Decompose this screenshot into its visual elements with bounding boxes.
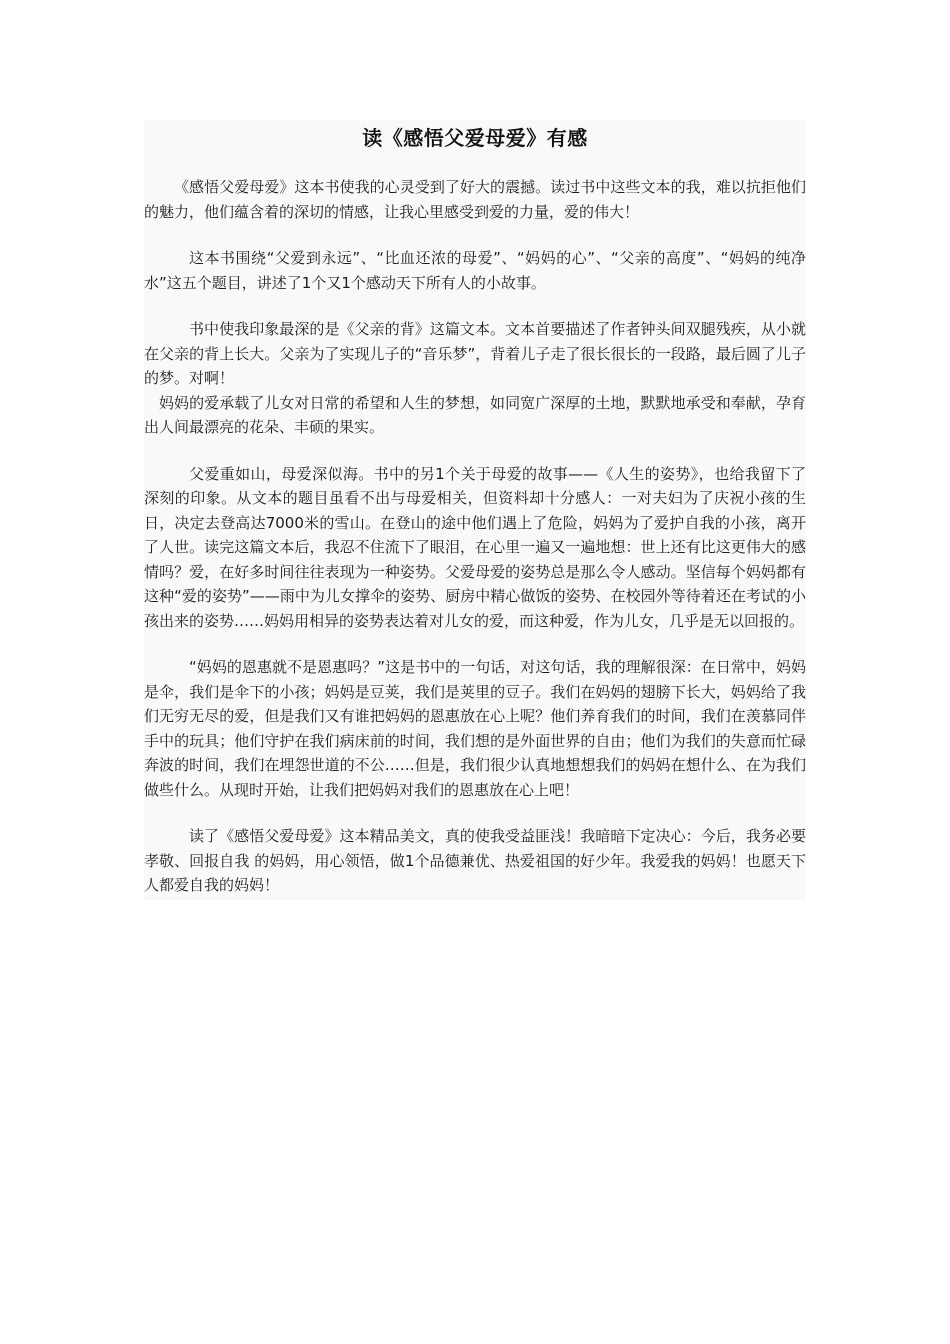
paragraph-conclusion: 读了《感悟父爱母爱》这本精品美文，真的使我受益匪浅！我暗暗下定决心：今后，我务必要孝敬、回报自我 的妈妈，用心领悟，做1个品德兼优、热爱祖国的好少年。我爱我的妈妈！也愿天下人都爱自我的妈妈！ [144, 827, 806, 894]
paragraph-life-posture: 父爱重如山，母爱深似海。书中的另1个关于母爱的故事——《人生的姿势》，也给我留下了深刻的印象。从文本的题目虽看不出与母爱相关，但资料却十分感人：一对夫妇为了庆祝小孩的生日，决定去登高达7000米的雪山。在登山的途中他们遇上了危险，妈妈为了爱护自我的小孩，离开了人世。读完这篇文本后，我忍不住流下了眼泪，在心里一遍又一遍地想：世上还有比这更伟大的感情吗？爱，在好多时间往往表现为一种姿势。父爱母爱的姿势总是那么令人感动。坚信每个妈妈都有这种“爱的姿势”——雨中为儿女撑伞的姿势、厨房中精心做饭的姿势、在校园外等待着还在考试的小孩出来的姿势……妈妈用相异的姿势表达着对儿女的爱，而这种爱，作为儿女，几乎是无以回报的。 [144, 464, 806, 630]
paragraph-mother-grace: “妈妈的恩惠就不是恩惠吗？”这是书中的一句话，对这句话，我的理解很深：在日常中，妈妈是伞，我们是伞下的小孩；妈妈是豆荚，我们是荚里的豆子。我们在妈妈的翅膀下长大，妈妈给了我们无穷无尽的爱，但是我们又有谁把妈妈的恩惠放在心上呢？他们养育我们的时间，我们在羡慕同伴手中的玩具；他们守护在我们病床前的时间，我们想的是外面世界的自由；他们为我们的失意而忙碌奔波的时间，我们在埋怨世道的不公……但是，我们很少认真地想想我们的妈妈在想什么、在为我们做些什么。从现时开始，让我们把妈妈对我们的恩惠放在心上吧！ [144, 658, 806, 799]
paragraph-topics: 这本书围绕“父爱到永远”、“比血还浓的母爱”、“妈妈的心”、“父亲的高度”、“妈妈的纯净水”这五个题目，讲述了1个又1个感动天下所有人的小故事。 [144, 249, 806, 292]
article-body [144, 120, 806, 900]
paragraph-intro: 《感悟父爱母爱》这本书使我的心灵受到了好大的震撼。读过书中这些文本的我，难以抗拒他们的魅力，他们蕴含着的深切的情感，让我心里感受到爱的力量，爱的伟大！ [144, 178, 806, 221]
paragraph-father-back: 书中使我印象最深的是《父亲的背》这篇文本。文本首要描述了作者钟头间双腿残疾，从小就在父亲的背上长大。父亲为了实现儿子的“音乐梦”，背着儿子走了很长很长的一段路，最后圆了儿子的梦。对啊！ [144, 320, 806, 387]
paragraph-mother-love: 妈妈的爱承载了儿女对日常的希望和人生的梦想，如同宽广深厚的土地，默默地承受和奉献，孕育出人间最漂亮的花朵、丰硕的果实。 [144, 393, 806, 436]
article-title: 读《感悟父爱母爱》有感 [362, 126, 588, 150]
